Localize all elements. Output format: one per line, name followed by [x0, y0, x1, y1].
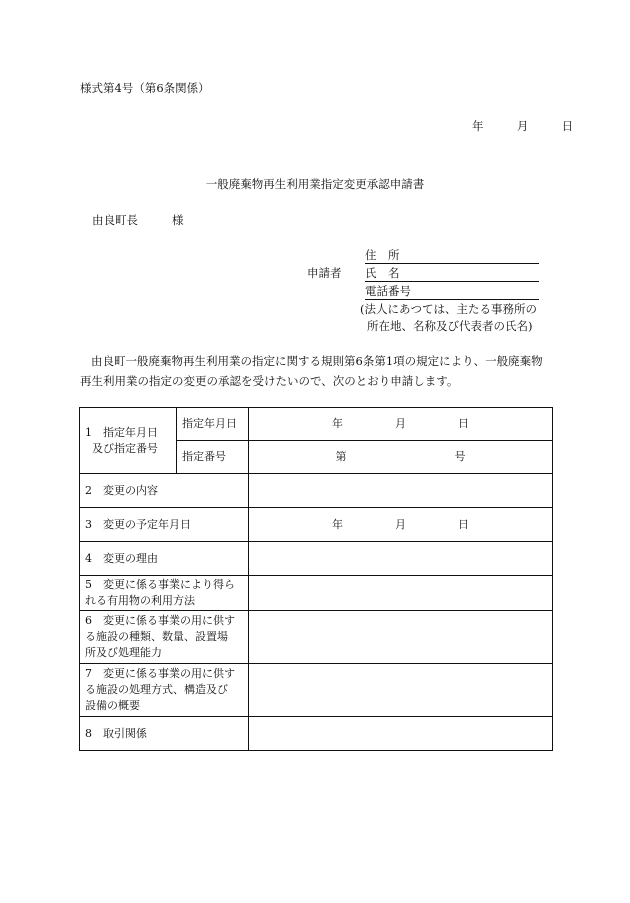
addressee-honorific: 様	[172, 213, 184, 227]
date-day-label: 日	[561, 119, 574, 133]
name-field[interactable]	[365, 265, 539, 282]
table-row	[80, 611, 553, 664]
corporate-note-line2: 所在地、名称及び代表者の氏名)	[367, 319, 533, 333]
table-row	[80, 408, 553, 441]
date-year-label: 年	[472, 119, 484, 133]
form-number: 様式第4号（第6条関係）	[80, 81, 210, 95]
table-row	[80, 474, 553, 508]
phone-field[interactable]	[365, 283, 539, 300]
facility-type-value[interactable]	[249, 611, 553, 664]
facility-method-value[interactable]	[249, 664, 553, 717]
facility-method-label: 7 変更に係る事業の用に供す る施設の処理方式、構造及び 設備の概要	[80, 664, 249, 717]
usage-method-value[interactable]	[249, 576, 553, 611]
applicant-label: 申請者	[307, 266, 342, 280]
designation-number-value[interactable]: 第 号	[249, 441, 553, 474]
corporate-note	[360, 301, 560, 335]
designation-number-label: 指定番号	[177, 441, 249, 474]
usage-method-label: 5 変更に係る事業により得ら れる有用物の利用方法	[80, 576, 249, 611]
planned-date-label: 3 変更の予定年月日	[80, 508, 249, 542]
date-month-label: 月	[516, 119, 529, 133]
designation-date-value[interactable]: 年 月 日	[249, 408, 553, 441]
address-label: 住 所	[365, 248, 400, 262]
addressee-name: 由良町長	[92, 213, 138, 227]
change-reason-value[interactable]	[249, 542, 553, 576]
table-row	[80, 717, 553, 751]
change-reason-label: 4 変更の理由	[80, 542, 249, 576]
designation-label-cell: 1 指定年月日 及び指定番号	[80, 408, 177, 474]
designation-date-label: 指定年月日	[177, 408, 249, 441]
change-content-value[interactable]	[249, 474, 553, 508]
business-relations-value[interactable]	[249, 717, 553, 751]
corporate-note-line1: (法人にあつては、主たる事務所の	[360, 302, 537, 316]
phone-label: 電話番号	[365, 284, 411, 298]
table-row	[80, 576, 553, 611]
facility-type-label: 6 変更に係る事業の用に供す る施設の種類、数量、設置場 所及び処理能力	[80, 611, 249, 664]
planned-date-value[interactable]: 年 月 日	[249, 508, 553, 542]
business-relations-label: 8 取引関係	[80, 717, 249, 751]
application-table	[79, 407, 553, 751]
table-row	[80, 508, 553, 542]
change-content-label: 2 変更の内容	[80, 474, 249, 508]
application-statement: 由良町一般廃棄物再生利用業の指定に関する規則第6条第1項の規定により、一般廃棄物再生利用業の指定の変更の承認を受けたいので、次のとおり申請します。	[80, 354, 543, 388]
addressee	[92, 212, 184, 228]
table-row	[80, 664, 553, 717]
address-field[interactable]	[365, 247, 539, 264]
document-title: 一般廃棄物再生利用業指定変更承認申請書	[205, 177, 425, 191]
date-header	[472, 118, 573, 134]
table-row	[80, 542, 553, 576]
name-label: 氏 名	[365, 266, 400, 280]
